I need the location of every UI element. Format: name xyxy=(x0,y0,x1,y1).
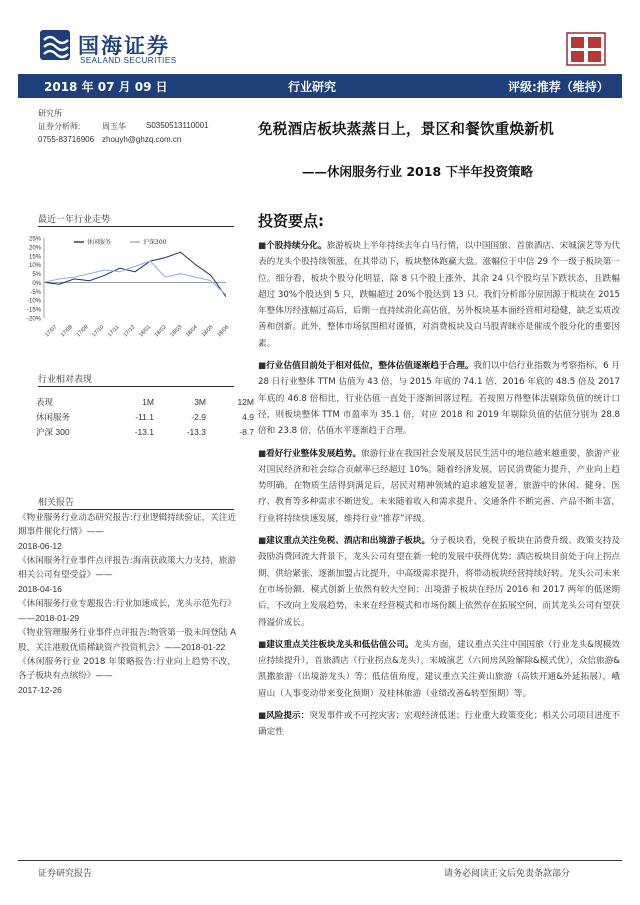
report-header-bar xyxy=(18,74,622,98)
table-cell: -13.3 xyxy=(186,426,206,437)
footer-right: 请务必阅读正文后免责条款部分 xyxy=(444,869,571,879)
legend-label: 沪深300 xyxy=(143,239,167,246)
list-item[interactable]: 《物业服务行业动态研究报告:行业逻辑持续验证，关注近期事件催化行情》—— 2018-06-12 xyxy=(18,513,236,551)
point-paragraph: ■建议重点关注板块龙头和低估值公司。龙头方面，建议重点关注中国国旅（行业龙头&规模效应持续提升），首旅酒店（行业拐点&龙头），宋城演艺（六间房风险解除&模式优），众信旅游&凯撒旅游（出境游龙头）等；低估值角度，建议重点关注黄山旅游（高铁开通&外延拓展），峨眉山（人事变动带来变化预期）及桂林旅游（业绩改善&转型预期）等。 xyxy=(258,639,620,699)
report-date: 2018 年 07 月 09 日 xyxy=(44,80,168,94)
x-tick-label: 17/09 xyxy=(75,324,90,339)
x-tick-label: 18/06 xyxy=(216,324,230,339)
x-tick-label: 18/02 xyxy=(153,324,168,339)
y-tick-label: 15% xyxy=(28,254,41,261)
analyst-email: zhouyh@ghzq.com.cn xyxy=(102,135,182,144)
y-tick-label: -5% xyxy=(30,289,41,296)
list-item[interactable]: 《物业管理服务行业事件点评报告:物管第一股未间登陆 A 股，关注港股优质稀缺资产投资机会》——2018-01-22 xyxy=(18,628,236,653)
trend-label: 最近一年行业走势 xyxy=(38,215,111,225)
point-paragraph: ■看好行业整体发展趋势。旅游行业在我国社会发展及居民生活中的地位越来越重要，旅游产业对国民经济和社会综合贡献率已经超过 10%。随着经济发展，居民消费能力提升，产业向上趋势明确。在物质生活得到满足后，居民对精神领域的追求越发显著，旅游中的休闲、健身、医疗、教育等多种需求不断迸发。未来随着收入和需求提升、交通条件不断完善、产品不断丰富，行业将持续快速发展，维持行业“推荐”评级。 xyxy=(258,448,620,524)
perf-label: 行业相对表现 xyxy=(38,375,93,385)
point-paragraph: ■风险提示：突发事件或不可控灾害；宏观经济低迷；行业重大政策变化；相关公司项目进度不确定性 xyxy=(258,711,620,738)
reports-label: 相关报告 xyxy=(38,498,75,508)
table-header: 1M xyxy=(142,396,154,407)
report-category: 行业研究 xyxy=(288,80,337,94)
list-item[interactable]: 《休闲服务行业事件点评报告:海南获政策大力支持，旅游相关公司有望受益》—— 2018-04-16 xyxy=(18,556,236,594)
divider xyxy=(38,386,234,387)
trend-chart xyxy=(18,230,230,342)
point-paragraph: ■个股持续分化。旅游板块上半年持续去年白马行情，以中国国旅、首旅酒店、宋城演艺等为代表的龙头个股持续领涨，在其带动下，板块整体跑赢大盘。涨幅位于中信 29 个一级子板块第一位。细分看，板块个股分化明显，除 8 只个股上涨外，其余 24 只个股均呈下跌状态，且跌幅超过 30%个股达到 5 只，跌幅超过 20%个股达到 13 只。我们分析部分原因源于板块在 2015 年整体历经涨幅过高后，后期一直持续消化高估值，另外板块基本面经营相对稳健，缺乏实质改善和创新。此外，整体市场氛围相对谨慎，对消费板块及白马股青睐亦是催成个股分化的重要因素。 xyxy=(258,241,621,349)
investment-points xyxy=(258,238,620,741)
footer-divider xyxy=(18,860,622,861)
y-tick-label: -10% xyxy=(26,298,41,305)
table-cell: 沪深 300 xyxy=(36,426,70,437)
report-subtitle: ——休闲服务行业 2018 下半年投资策略 xyxy=(302,164,533,179)
table-cell: -13.1 xyxy=(134,426,154,437)
x-tick-label: 18/04 xyxy=(185,324,200,339)
table-cell: -8.7 xyxy=(239,426,254,437)
x-tick-label: 17/12 xyxy=(122,324,137,339)
table-cell: 4.9 xyxy=(242,411,254,422)
x-tick-label: 18/05 xyxy=(200,324,215,339)
y-tick-label: -15% xyxy=(26,307,41,314)
y-tick-label: 5% xyxy=(32,272,41,279)
table-cell: -2.9 xyxy=(191,411,206,422)
point-paragraph: ■建议重点关注免税、酒店和出境游子板块。分子板块看，免税子板块在消费升级、政策支持及鼓励消费回流大背景下，龙头公司有望在新一轮的发展中获得优势；酒店板块目前处于向上拐点期，供给紧张、逐渐加盟占比提升，中高级需求提升，将带动板块经营持续好转。龙头公司未来在市场份额、模式创新上依然有较大空间；出境游子板块在经历 2016 和 2017 两年的低迷期后，不改向上发展趋势，未来在经营模式和市场份额上依然存在拓展空间，而其龙头公司有望获得溢价成长。 xyxy=(258,536,620,628)
table-row xyxy=(36,424,254,439)
analyst-role: 证券分析师: xyxy=(38,122,81,131)
report-rating: 评级:推荐（维持） xyxy=(508,80,609,94)
dept-label: 研究所 xyxy=(38,109,62,118)
sealand-logo-icon xyxy=(40,30,70,60)
table-header: 3M xyxy=(194,396,206,407)
investment-points-heading: 投资要点: xyxy=(258,212,324,230)
table-cell: 休闲服务 xyxy=(36,411,71,422)
analyst-name: 周玉华 xyxy=(102,122,126,131)
y-tick-label: 10% xyxy=(28,263,41,270)
x-tick-label: 17/10 xyxy=(91,324,106,339)
table-row xyxy=(36,409,254,424)
legend-label: 休闲服务 xyxy=(87,239,112,246)
x-tick-label: 17/07 xyxy=(44,324,59,339)
footer-left: 证券研究报告 xyxy=(38,869,93,879)
x-tick-label: 18/01 xyxy=(138,324,153,339)
table-cell: -11.1 xyxy=(135,411,154,422)
performance-table xyxy=(36,394,254,439)
x-tick-label: 18/03 xyxy=(169,324,184,339)
divider xyxy=(38,509,234,510)
company-name-en: SEALAND SECURITIES xyxy=(80,56,177,65)
table-header: 表现 xyxy=(36,396,54,407)
analyst-license: S0350513110001 xyxy=(146,121,209,130)
y-tick-label: 0% xyxy=(32,280,41,287)
analyst-phone: 0755-83716906 xyxy=(38,135,95,144)
x-tick-label: 17/11 xyxy=(106,324,121,339)
report-title: 免税酒店板块蒸蒸日上，景区和餐饮重焕新机 xyxy=(258,122,554,138)
y-tick-label: 25% xyxy=(28,236,41,243)
series-line-2 xyxy=(44,261,226,295)
x-tick-label: 17/08 xyxy=(59,324,74,339)
table-row xyxy=(36,394,254,409)
company-name: 国海证券 xyxy=(78,34,170,58)
related-reports xyxy=(18,511,236,698)
seal-stamp-icon xyxy=(566,32,606,66)
table-header: 12M xyxy=(237,396,254,407)
point-paragraph: ■行业估值目前处于相对低位，整体估值逐渐趋于合理。我们以中信行业指数为考察指标，6 月 28 日行业整体 TTM 估值为 43 倍，与 2015 年底的 74.1 倍、2016 年底的 48.5 倍及 2017 年底的 46.8 倍相比，行业估值一直处于逐渐回落过程。若按照万得整体法剔除负值的统计口径，则板块整体 TTM 市盈率为 35.1 倍，对应 2018 和 2019 年剔除负值的估值分别为 28.8 倍和 23.8 倍，估值水平逐渐趋于合理。 xyxy=(258,361,620,437)
y-tick-label: 20% xyxy=(28,245,41,252)
y-tick-label: -20% xyxy=(26,316,41,323)
divider xyxy=(38,226,234,227)
list-item[interactable]: 《休闲服务行业 2018 年策略报告:行业向上趋势不改，各子板块有点缤纷》—— 2017-12-26 xyxy=(18,657,236,695)
series-line-1 xyxy=(44,252,226,297)
list-item[interactable]: 《休闲服务行业专题报告:行业加速成长，龙头示范先行》——2018-01-29 xyxy=(18,599,236,624)
